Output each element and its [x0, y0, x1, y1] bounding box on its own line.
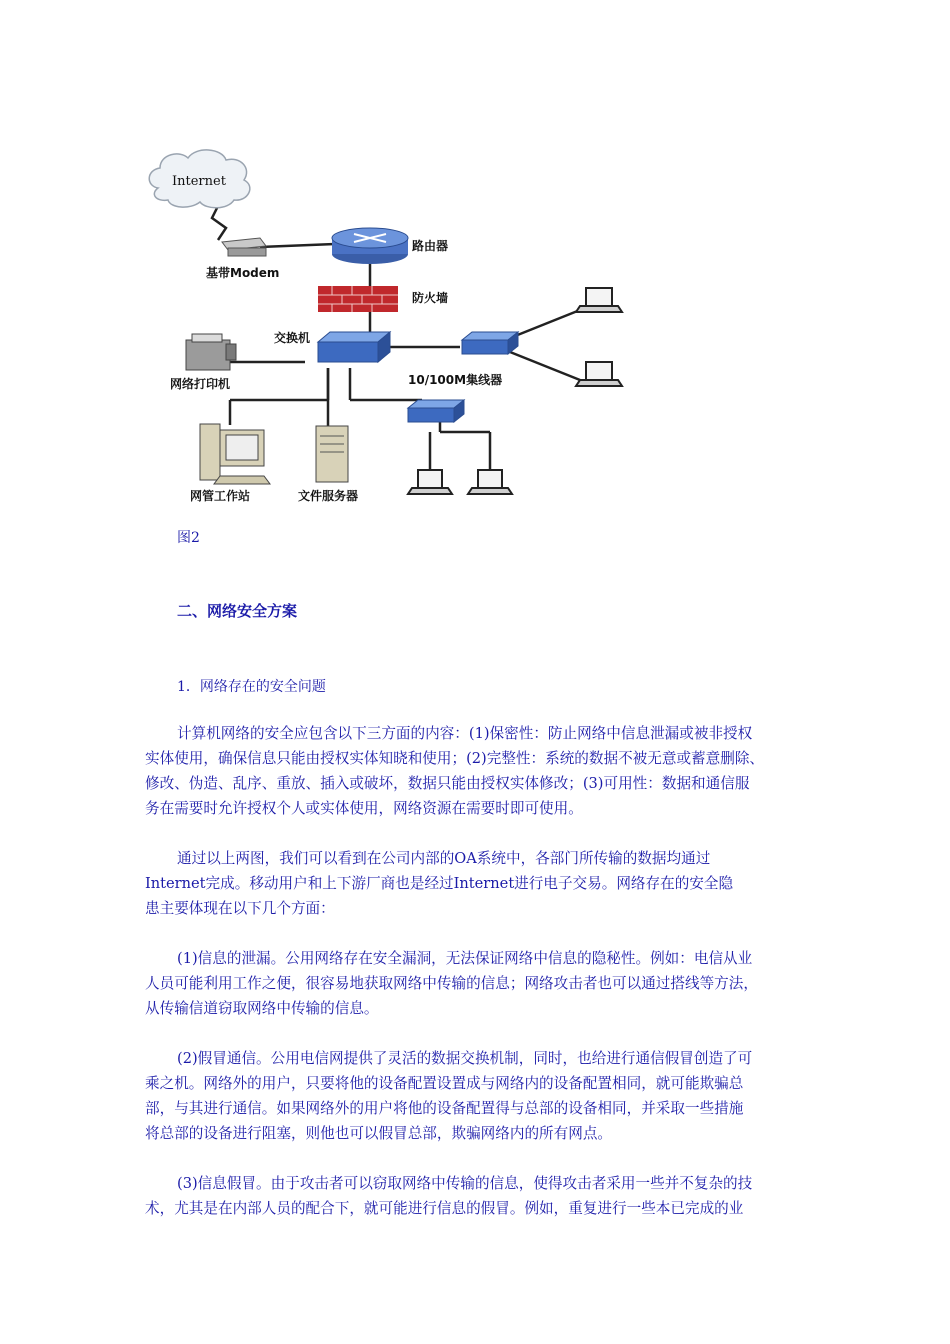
section-heading: 二、网络安全方案 [177, 602, 298, 620]
paragraph [145, 1171, 810, 1221]
paragraph-line: 修改、伪造、乱序、重放、插入或破坏，数据只能由授权实体修改；(3)可用性：数据和通信服 [145, 775, 750, 792]
printer-label: 网络打印机 [170, 377, 231, 391]
switch-icon [318, 332, 390, 362]
internet-cloud-icon [149, 150, 250, 208]
paragraph-line: 乘之机。网络外的用户，只要将他的设备配置设置成与网络内的设备配置相同，就可能欺骗总 [145, 1075, 744, 1092]
paragraph-line: 务在需要时允许授权个人或实体使用，网络资源在需要时即可使用。 [145, 800, 583, 817]
workstation-label: 网管工作站 [190, 489, 251, 503]
paragraph-line: 从传输信道窃取网络中传输的信息。 [145, 1000, 379, 1017]
modem-label: 基带Modem [206, 266, 280, 280]
file-server-icon [316, 426, 348, 482]
firewall-label: 防火墙 [412, 291, 449, 305]
internet-label: Internet [172, 174, 226, 189]
paragraph-line: 患主要体现在以下几个方面： [145, 900, 335, 917]
paragraph-line: Internet完成。移动用户和上下游厂商也是经过Internet进行电子交易。网络存在的安全隐 [145, 875, 734, 892]
file-server-label: 文件服务器 [298, 489, 359, 503]
firewall-icon [318, 286, 398, 312]
paragraph-line: 术，尤其是在内部人员的配合下，就可能进行信息的假冒。例如，重复进行一些本已完成的业 [145, 1200, 744, 1217]
paragraph-line: 实体使用，确保信息只能由授权实体知晓和使用；(2)完整性：系统的数据不被无意或蓄意删除、 [145, 750, 765, 767]
router-icon [332, 228, 408, 264]
paragraph-line: 将总部的设备进行阻塞，则他也可以假冒总部，欺骗网络内的所有网点。 [145, 1125, 613, 1142]
paragraph [145, 846, 810, 921]
paragraph [145, 946, 810, 1021]
paragraph-line: 部，与其进行通信。如果网络外的用户将他的设备配置得与总部的设备相同，并采取一些措施 [145, 1100, 744, 1117]
paragraph-line: (3)信息假冒。由于攻击者可以窃取网络中传输的信息，使得攻击者采用一些并不复杂的技 [177, 1175, 753, 1192]
paragraph [145, 1046, 810, 1146]
paragraph-line: 通过以上两图，我们可以看到在公司内部的OA系统中，各部门所传输的数据均通过 [177, 850, 711, 867]
paragraph-line: (2)假冒通信。公用电信网提供了灵活的数据交换机制，同时，也给进行通信假冒创造了可 [177, 1050, 753, 1067]
switch-label: 交换机 [274, 331, 311, 345]
paragraph-line: 计算机网络的安全应包含以下三方面的内容：(1)保密性：防止网络中信息泄漏或被非授权 [177, 725, 753, 742]
router-label: 路由器 [412, 239, 449, 253]
figure-caption: 图2 [177, 530, 200, 546]
hub-icon [462, 332, 518, 354]
network-diagram [140, 140, 636, 512]
paragraph-line: 人员可能利用工作之便，很容易地获取网络中传输的信息；网络攻击者也可以通过搭线等方法， [145, 975, 758, 992]
hub-bottom-icon [408, 400, 464, 422]
paragraph [145, 721, 810, 821]
subsection-heading: 1．网络存在的安全问题 [177, 679, 326, 695]
paragraph-line: (1)信息的泄漏。公用网络存在安全漏洞，无法保证网络中信息的隐秘性。例如：电信从业 [177, 950, 753, 967]
hub-label: 10/100M集线器 [408, 373, 503, 387]
